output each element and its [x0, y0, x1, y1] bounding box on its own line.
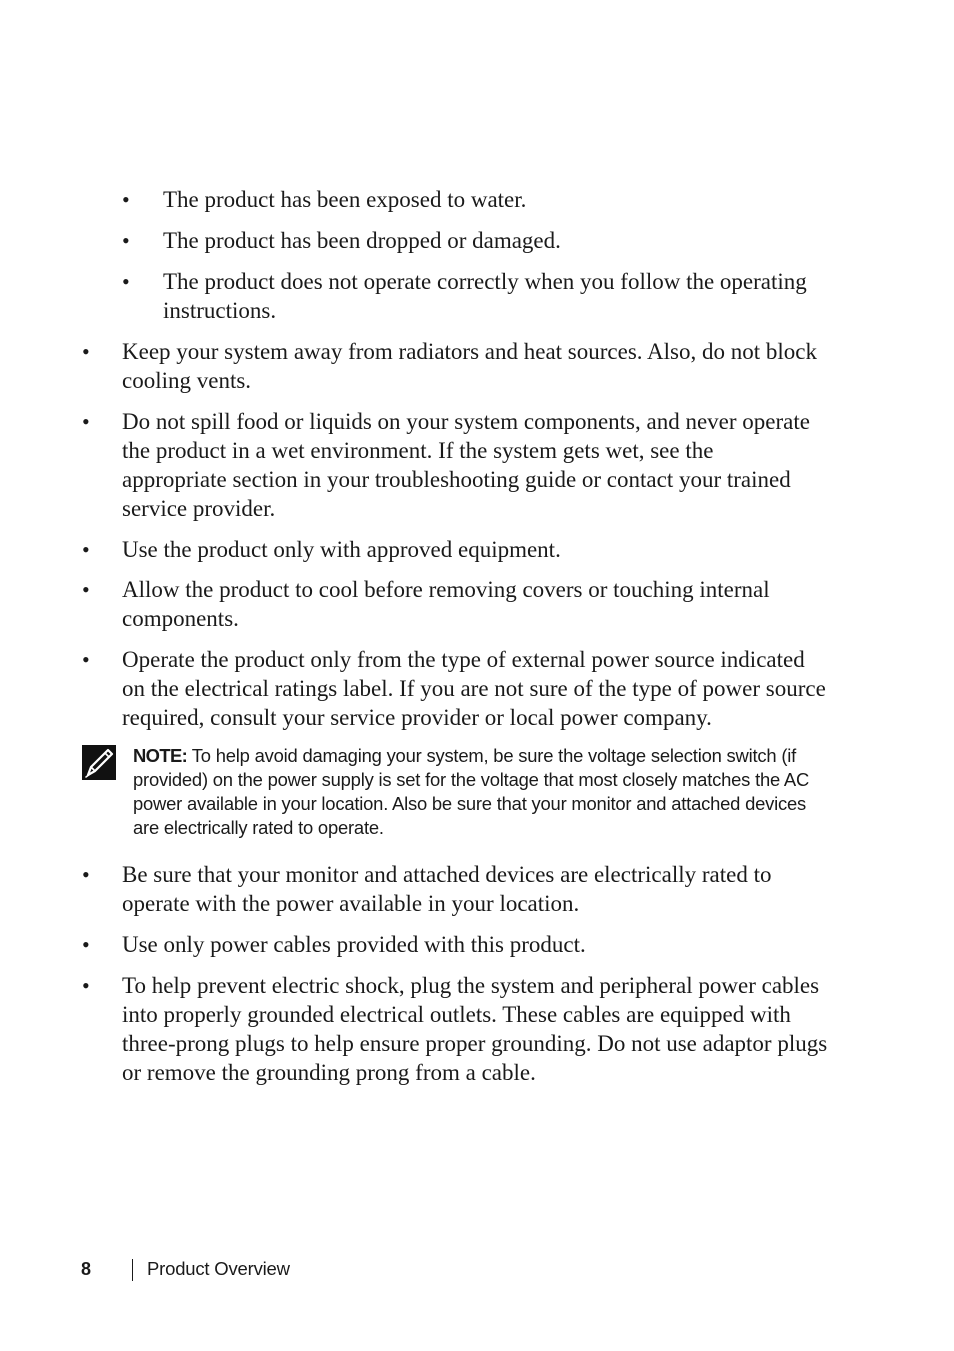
bullet-text-line: To help prevent electric shock, plug the system and peripheral power cables — [122, 973, 820, 998]
bullet-text-line: the product in a wet environment. If the system gets wet, see the — [122, 438, 714, 463]
bullet-text-line: Be sure that your monitor and attached devices are electrically rated to — [122, 862, 772, 887]
bullet-marker: • — [122, 269, 130, 294]
bullet-text-line: The product has been dropped or damaged. — [163, 228, 561, 253]
note-text-line: are electrically rated to operate. — [133, 817, 384, 838]
bullet-text-line: Use only power cables provided with this product. — [122, 932, 586, 957]
bullet-text-line: The product has been exposed to water. — [163, 187, 527, 212]
bullet-text-line: appropriate section in your troubleshooting guide or contact your trained — [122, 467, 791, 492]
bullet-marker: • — [122, 228, 130, 253]
note-text-line: power available in your location. Also be sure that your monitor and attached devices — [133, 793, 807, 814]
bullet-text-line: components. — [122, 606, 239, 631]
bullet-text-line: Keep your system away from radiators and heat sources. Also, do not block — [122, 339, 817, 364]
bullet-marker: • — [82, 647, 90, 672]
bullet-text-line: or remove the grounding prong from a cable. — [122, 1060, 536, 1085]
bullet-text-line: required, consult your service provider or local power company. — [122, 705, 712, 730]
note-text-line: provided) on the power supply is set for the voltage that most closely matches the AC — [133, 769, 810, 790]
bullet-marker: • — [82, 862, 90, 887]
bullet-marker: • — [122, 187, 130, 212]
note-line — [133, 744, 849, 768]
bullet-text-line: Use the product only with approved equipment. — [122, 537, 561, 562]
bullet-marker: • — [82, 973, 90, 998]
note-label: NOTE: — [133, 745, 188, 766]
bullet-text-line: instructions. — [163, 298, 277, 323]
bullet-marker: • — [82, 339, 90, 364]
bullet-marker: • — [82, 932, 90, 957]
bullet-text-line: operate with the power available in your location. — [122, 891, 580, 916]
bullet-text-line: into properly grounded electrical outlets. These cables are equipped with — [122, 1002, 791, 1027]
bullet-text-line: The product does not operate correctly when you follow the operating — [163, 269, 807, 294]
bullet-text-line: three-prong plugs to help ensure proper grounding. Do not use adaptor plugs — [122, 1031, 828, 1056]
bullet-text-line: Allow the product to cool before removing covers or touching internal — [122, 577, 770, 602]
bullet-text-line: Operate the product only from the type of external power source indicated — [122, 647, 805, 672]
bullet-marker: • — [82, 577, 90, 602]
footer-divider — [132, 1259, 133, 1281]
bullet-marker: • — [82, 409, 90, 434]
bullet-text-line: Do not spill food or liquids on your system components, and never operate — [122, 409, 810, 434]
section-title: Product Overview — [147, 1258, 290, 1279]
note-block — [133, 744, 849, 840]
bullet-text-line: cooling vents. — [122, 368, 252, 393]
bullet-text-line: service provider. — [122, 496, 276, 521]
pencil-note-icon — [82, 745, 116, 780]
page-number: 8 — [81, 1259, 92, 1279]
bullet-text-line: on the electrical ratings label. If you are not sure of the type of power source — [122, 676, 826, 701]
bullet-marker: • — [82, 537, 90, 562]
note-text-line: To help avoid damaging your system, be sure the voltage selection switch (if — [187, 745, 797, 766]
